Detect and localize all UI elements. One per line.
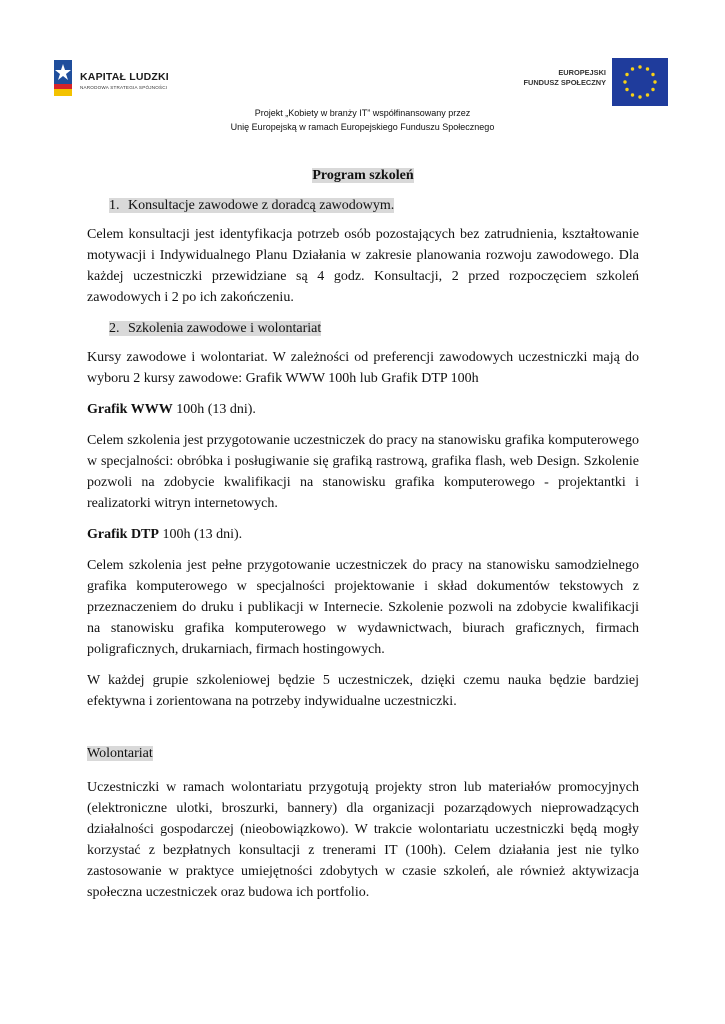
project-note [0,106,725,134]
eu-star-icon [646,67,649,70]
eu-star-icon [631,93,634,96]
kapital-ludzki-title: KAPITAŁ LUDZKI [80,71,169,83]
eu-star-icon [625,73,628,76]
eu-star-icon [651,73,654,76]
eu-star-icon [625,88,628,91]
grafik-www-paragraph: Celem szkolenia jest przygotowanie uczestniczek do pracy na stanowisku grafika komputerowego w specjalności: obróbka i posługiwanie się grafiką rastrową, grafika flash, web Design. Szkolenie pozwoli na zdobycie kwalifikacji na stanowisku grafika komputerowego - projektantki i realizatorki witryn internetowych. [87,433,639,511]
document-title-text: Program szkoleń [312,168,414,183]
section-1-heading-bg [109,198,394,213]
efs-line1: EUROPEJSKI [558,68,606,77]
section-1-heading [87,195,639,216]
project-line-2: Unię Europejską w ramach Europejskiego Funduszu Społecznego [230,122,495,132]
section-1-paragraph: Celem konsultacji jest identyfikacja potrzeb osób pozostających bez zatrudnienia, kształtowanie motywacji i Indywidualnego Planu Działania w zakresie planowania rozwoju zawodowego. Dla każdej uczestniczki przewidziane są 4 godz. Konsultacji, 2 przed rozpoczęciem szkoleń zawodowych i 2 po ich zakończeniu. [87,227,639,305]
grafik-www-heading [87,399,639,420]
grafik-dtp-hours: 100h (13 dni). [158,527,243,542]
document-body [87,165,639,913]
section-1-heading-text: Konsultacje zawodowe z doradcą zawodowym. [128,198,395,213]
eu-flag-icon [612,58,668,106]
project-line-1: Projekt „Kobiety w branży IT” współfinansowany przez [254,108,471,118]
eu-star-icon [638,95,641,98]
grafik-dtp-paragraph: Celem szkolenia jest pełne przygotowanie uczestniczek do pracy na stanowisku samodzielnego grafika komputerowego w specjalności projektowanie i skład dokumentów tekstowych z przeznaczeniem do druku i publikacji w Internecie. Szkolenie pozwoli na zdobycie kwalifikacji na stanowisku grafika komputerowego w wydawnictwach, biurach graficznych, firmach poligraficznych, drukarniach, firmach hostingowych. [87,558,639,657]
group-size-paragraph: W każdej grupie szkoleniowej będzie 5 uczestniczek, dzięki czemu nauka będzie bardziej efektywna i zorientowana na potrzeby indywidualne uczestniczki. [87,673,639,709]
kapital-ludzki-mark-icon [52,58,74,98]
grafik-www-title: Grafik WWW [87,402,173,417]
section-1-number: 1. [109,198,120,213]
kapital-ludzki-logo [52,54,182,102]
section-2-heading-text: Szkolenia zawodowe i wolontariat [128,321,322,336]
wolontariat-heading [87,743,639,764]
efs-logo [523,58,670,106]
section-2-intro: Kursy zawodowe i wolontariat. W zależności od preferencji zawodowych uczestniczki mają do wyboru 2 kursy zawodowe: Grafik WWW 100h lub Grafik DTP 100h [87,350,639,386]
efs-line2: FUNDUSZ SPOŁECZNY [523,78,606,87]
section-2-number: 2. [109,321,120,336]
grafik-dtp-heading [87,524,639,545]
eu-star-icon [646,93,649,96]
section-2-heading-bg [109,321,321,336]
spacer [87,722,639,743]
efs-logo-text [523,68,606,88]
grafik-www-hours: 100h (13 dni). [172,402,256,417]
eu-star-icon [638,65,641,68]
section-2-heading [87,318,639,339]
eu-star-icon [651,88,654,91]
kapital-ludzki-subtitle: NARODOWA STRATEGIA SPÓJNOŚCI [80,85,168,90]
document-title [87,165,639,186]
wolontariat-paragraph: Uczestniczki w ramach wolontariatu przygotują projekty stron lub materiałów promocyjnych (elektroniczne ulotki, broszurki, bannery) dla organizacji pozarządowych nieprowadzących działalności gospodarczej (nieobowiązkowo). W trakcie wolontariatu uczestniczki będą mogły korzystać z bezpłatnych konsultacji z trenerami IT (100h). Celem działania jest nie tylko zastosowanie w praktyce umiejętności zdobytych w czasie szkoleń, ale również aktywizacja społeczna uczestniczek oraz budowa ich portfolio. [87,780,639,900]
grafik-dtp-title: Grafik DTP [87,527,159,542]
wolontariat-heading-text: Wolontariat [87,746,153,761]
eu-star-icon [653,80,656,83]
eu-star-icon [631,67,634,70]
eu-star-icon [623,80,626,83]
